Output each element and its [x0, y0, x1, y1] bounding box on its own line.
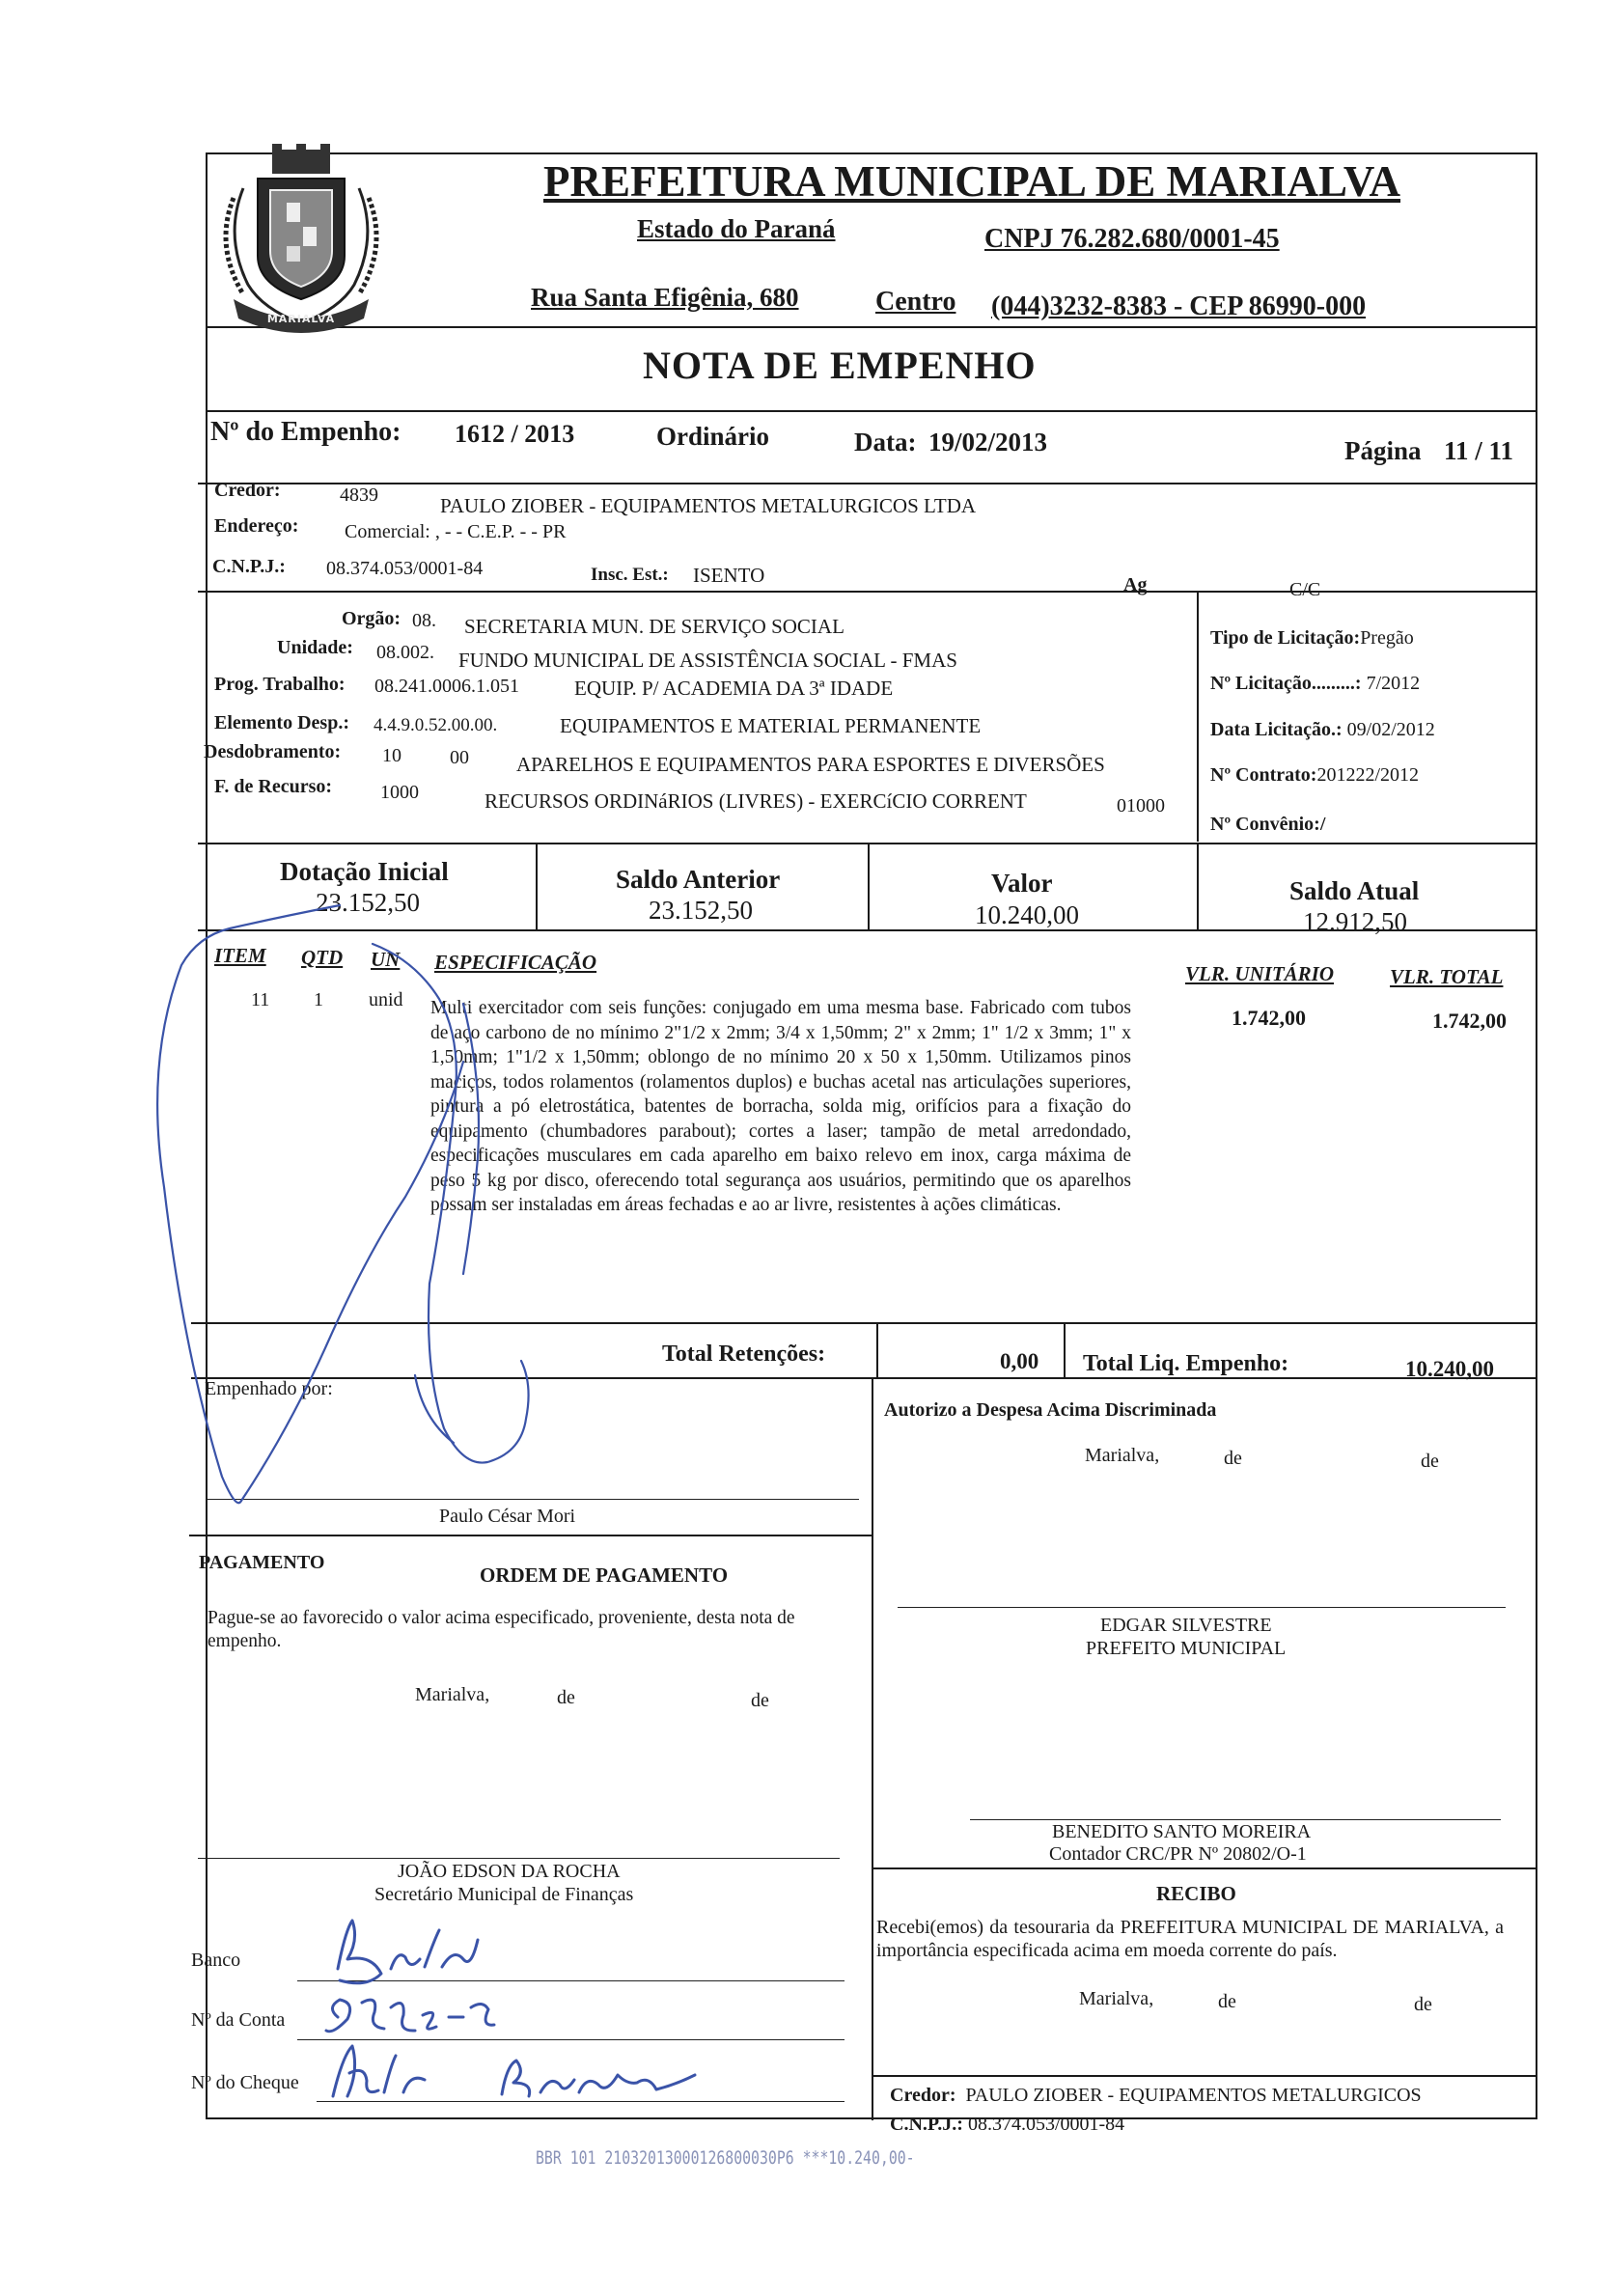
cheque-line — [317, 2101, 845, 2102]
valor-value: 10.240,00 — [975, 900, 1079, 929]
recurso-name: RECURSOS ORDINáRIOS (LIVRES) - EXERCíCIO CORRENT — [485, 789, 1027, 813]
address-label: Rua Santa Efigênia, 680 — [531, 283, 799, 312]
recibo-cnpj-label: C.N.P.J.: — [890, 2114, 963, 2135]
autorizo-de2: de — [1421, 1451, 1439, 1472]
recurso-code: 1000 — [380, 782, 419, 803]
contrato-value: 201222/2012 — [1316, 764, 1420, 786]
empenho-number: 1612 / 2013 — [455, 420, 575, 448]
item-vlr-total: 1.742,00 — [1432, 1009, 1507, 1033]
contador-title: Contador CRC/PR Nº 20802/O-1 — [1049, 1843, 1307, 1865]
dotacao-value: 23.152,50 — [316, 888, 420, 917]
empenho-date-label: Data: — [854, 428, 917, 456]
col-item: ITEM — [214, 944, 266, 967]
convenio-label: Nº Convênio:/ — [1210, 814, 1326, 835]
numero-licitacao-value: 7/2012 — [1366, 673, 1421, 694]
saldo-col1 — [536, 844, 538, 929]
pagamento-text: Pague-se ao favorecido o valor acima especificado, proveniente, desta nota de empenho. — [208, 1608, 795, 1651]
prog-label: Prog. Trabalho: — [214, 674, 346, 695]
col-un: UN — [371, 948, 401, 971]
pagamento-divider — [189, 1535, 872, 1536]
prog-name: EQUIP. P/ ACADEMIA DA 3ª IDADE — [574, 677, 894, 700]
totais-col1 — [876, 1324, 878, 1377]
crest-logo — [205, 130, 398, 338]
contrato — [1210, 764, 1419, 787]
valor-label: Valor — [991, 869, 1053, 898]
recibo-divider — [872, 1867, 1537, 1869]
insc-label: Insc. Est.: — [591, 565, 669, 585]
numero-licitacao — [1210, 673, 1420, 695]
secretario-name: JOÃO EDSON DA ROCHA — [398, 1861, 621, 1882]
header-divider — [208, 326, 1536, 328]
autorizo-label: Autorizo a Despesa Acima Discriminada — [884, 1399, 1217, 1421]
desdobramento-a: 10 — [382, 745, 402, 766]
desdobramento-name: APARELHOS E EQUIPAMENTOS PARA ESPORTES E DIVERSÕES — [516, 753, 1105, 776]
autorizo-de1: de — [1224, 1448, 1242, 1469]
page-number: 11 / 11 — [1444, 436, 1514, 465]
item-qtd: 1 — [314, 989, 323, 1010]
state-label: Estado do Paraná — [637, 214, 836, 243]
banco-line — [297, 1980, 845, 1981]
conta-label: Nº da Conta — [191, 2009, 286, 2031]
item-vlr-unitario: 1.742,00 — [1232, 1006, 1306, 1030]
pagamento-label: PAGAMENTO — [199, 1552, 325, 1573]
desdobramento-label: Desdobramento: — [204, 741, 342, 762]
unidade-label: Unidade: — [277, 637, 353, 658]
title-divider — [208, 410, 1536, 412]
bank-authentication-stamp: BBR 101 21032013000126800030P6 ***10.240,00- — [536, 2147, 915, 2169]
district-label: Centro — [875, 287, 956, 317]
recibo-credor-value: PAULO ZIOBER - EQUIPAMENTOS METALURGICOS — [965, 2085, 1422, 2106]
saldo-anterior-label: Saldo Anterior — [616, 865, 781, 894]
recibo-credor-label: Credor: — [890, 2085, 956, 2106]
recurso-extra: 01000 — [1117, 795, 1165, 816]
insc-value: ISENTO — [693, 564, 765, 587]
unidade-code: 08.002. — [376, 642, 434, 663]
licitacao-divider — [1197, 593, 1199, 842]
retencoes-label: Total Retenções: — [662, 1342, 826, 1367]
cnpj-label: CNPJ 76.282.680/0001-45 — [984, 224, 1280, 254]
col-vlr-unitario: VLR. UNITÁRIO — [1185, 962, 1335, 985]
orgao-label: Orgão: — [342, 608, 402, 629]
secretario-title: Secretário Municipal de Finanças — [374, 1884, 634, 1905]
liq-label: Total Liq. Empenho: — [1083, 1351, 1289, 1376]
pagamento-local: Marialva, — [415, 1684, 490, 1705]
recibo-text: Recebi(emos) da tesouraria da PREFEITURA MUNICIPAL DE MARIALVA, a importância especificada acima em moeda corrente do país. — [876, 1917, 1504, 1961]
bottom-center-divider — [872, 1377, 873, 2120]
liq-value: 10.240,00 — [1405, 1357, 1494, 1381]
credor-divider — [198, 591, 1537, 593]
elemento-label: Elemento Desp.: — [214, 712, 349, 733]
endereco-value: Comercial: , - - C.E.P. - - PR — [345, 521, 567, 542]
unidade-name: FUNDO MUNICIPAL DE ASSISTÊNCIA SOCIAL - FMAS — [458, 649, 957, 672]
saldo-col3 — [1197, 844, 1199, 929]
endereco-label: Endereço: — [214, 515, 299, 537]
page-label: Página — [1344, 436, 1422, 465]
phone-cep-label: (044)3232-8383 - CEP 86990-000 — [991, 291, 1367, 321]
retencoes-value: 0,00 — [1000, 1349, 1039, 1373]
elemento-code: 4.4.9.0.52.00.00. — [374, 715, 498, 735]
cheque-label: Nº do Cheque — [191, 2072, 299, 2093]
data-licitacao-value: 09/02/2012 — [1346, 719, 1435, 740]
saldo-anterior-value: 23.152,50 — [649, 896, 753, 925]
saldo-atual-label: Saldo Atual — [1289, 876, 1420, 905]
recibo-local: Marialva, — [1079, 1988, 1154, 2009]
recibo-de1: de — [1218, 1991, 1236, 2012]
credor-name: PAULO ZIOBER - EQUIPAMENTOS METALURGICOS LTDA — [440, 494, 977, 517]
item-unit: unid — [369, 989, 403, 1010]
contador-name: BENEDITO SANTO MOREIRA — [1052, 1821, 1312, 1842]
numero-licitacao-label: Nº Licitação.........: — [1210, 673, 1362, 694]
prog-code: 08.241.0006.1.051 — [374, 676, 519, 697]
cc-label: C/C — [1289, 579, 1321, 600]
cnpj-credor-label: C.N.P.J.: — [212, 556, 286, 577]
totais-divider — [191, 1377, 1537, 1379]
conta-line — [297, 2039, 845, 2040]
item-specification: Multi exercitador com seis funções: conjugado em uma mesma base. Fabricado com tubos de aço carbono de no mínimo 2"1/2 x 2mm; 3/4 x 1,50mm; 2" x 2mm; 1" 1/2 x 3mm; 1" x 1,50mm; 1"1/2 x 1,50mm; oblongo de no mínimo 20 x 50 x 1,50mm. Utilizamos pinos maciços, todos rolamentos (rolamentos duplos) e buchas acetal nas articulações superiores, pintura a pó eletrostática, batentes de borracha, solda mig, orifícios para a fixação do equipamento (chumbadores parabout); cortes a laser; tampão de metal arredondado, especificações musculares em cada aparelho em baixo relevo em inox, carga máxima de peso 5 kg por disco, oferecendo total segurança aos usuários, permitindo que os aparelhos possam ser instaladas em áreas fechadas e ao ar livre, resistentes à ações climáticas. — [430, 998, 1131, 1215]
recibo-de2: de — [1414, 1994, 1432, 2015]
credor-footer-divider — [872, 2075, 1537, 2077]
orgao-code: 08. — [412, 610, 436, 631]
items-divider — [191, 1322, 1537, 1324]
contador-signature-line — [970, 1819, 1501, 1820]
contrato-label: Nº Contrato: — [1210, 764, 1317, 786]
data-licitacao-label: Data Licitação.: — [1210, 719, 1343, 740]
autorizo-local: Marialva, — [1085, 1445, 1160, 1466]
empenhado-signature-line — [208, 1499, 859, 1500]
tipo-licitacao-value: Pregão — [1360, 627, 1414, 649]
col-vlr-total: VLR. TOTAL — [1390, 965, 1504, 988]
credor-label: Credor: — [214, 480, 281, 501]
ordem-pagamento-label: ORDEM DE PAGAMENTO — [480, 1563, 729, 1587]
document-type-title: NOTA DE EMPENHO — [643, 344, 1037, 387]
empenhado-label: Empenhado por: — [205, 1378, 333, 1399]
elemento-name: EQUIPAMENTOS E MATERIAL PERMANENTE — [560, 714, 982, 737]
orgao-name: SECRETARIA MUN. DE SERVIÇO SOCIAL — [464, 615, 845, 638]
saldo-atual-value: 12.912,50 — [1303, 907, 1407, 936]
prefeito-signature-line — [898, 1607, 1506, 1608]
data-licitacao — [1210, 719, 1435, 741]
recibo-cnpj-value: 08.374.053/0001-84 — [967, 2114, 1125, 2135]
pagamento-de2: de — [751, 1690, 769, 1711]
recibo-credor — [890, 2085, 1422, 2107]
empenhado-name: Paulo César Mori — [439, 1506, 576, 1527]
saldo-col2 — [868, 844, 870, 929]
dotacao-label: Dotação Inicial — [280, 857, 449, 886]
banco-label: Banco — [191, 1950, 241, 1971]
secretario-signature-line — [198, 1858, 840, 1859]
empenho-date: 19/02/2013 — [928, 428, 1048, 456]
cnpj-credor-value: 08.374.053/0001-84 — [326, 558, 484, 579]
municipality-title: PREFEITURA MUNICIPAL DE MARIALVA — [543, 157, 1401, 206]
col-qtd: QTD — [301, 946, 344, 969]
tipo-licitacao — [1210, 627, 1414, 650]
recurso-label: F. de Recurso: — [214, 776, 333, 797]
empenho-divider — [198, 483, 1537, 484]
col-especificacao: ESPECIFICAÇÃO — [434, 951, 597, 974]
prefeito-name: EDGAR SILVESTRE — [1100, 1615, 1272, 1636]
empenho-number-label: Nº do Empenho: — [210, 417, 402, 447]
recibo-cnpj — [890, 2114, 1124, 2136]
item-number: 11 — [251, 989, 270, 1010]
pagamento-de1: de — [557, 1687, 575, 1708]
recibo-label: RECIBO — [1156, 1882, 1236, 1905]
prefeito-title: PREFEITO MUNICIPAL — [1086, 1638, 1287, 1659]
totais-col2 — [1064, 1324, 1066, 1377]
svg-text:MARIALVA: MARIALVA — [266, 313, 336, 325]
tipo-licitacao-label: Tipo de Licitação: — [1210, 627, 1361, 649]
empenho-type: Ordinário — [656, 422, 770, 451]
desdobramento-b: 00 — [450, 747, 469, 768]
credor-code: 4839 — [340, 484, 378, 506]
ag-label: Ag — [1123, 574, 1148, 595]
